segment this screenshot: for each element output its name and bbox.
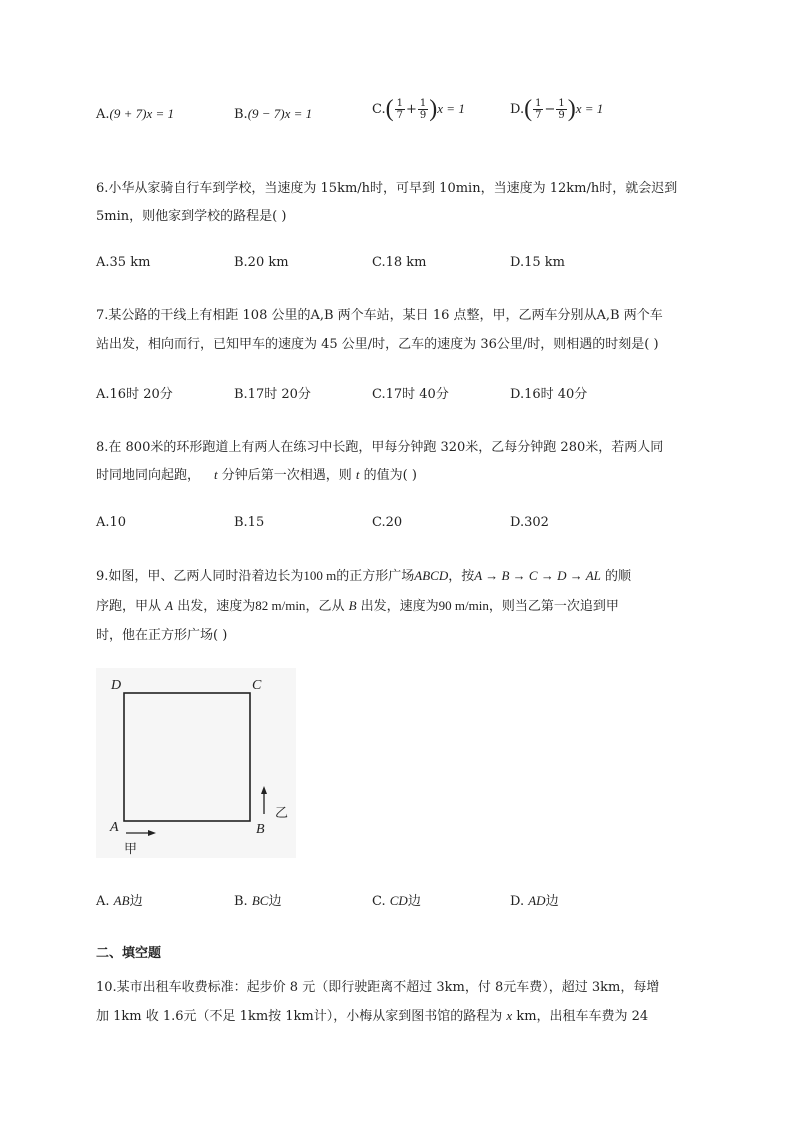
section-heading-fill-in: 二、填空题	[96, 946, 162, 961]
q8-option-c: C.20	[372, 515, 403, 530]
vertex-label-b: B	[256, 822, 265, 837]
arrow-yi-head	[261, 786, 267, 794]
q9-text-line3: 时，他在正方形广场( )	[96, 628, 228, 643]
q7-option-c: C.17时 40分	[372, 387, 449, 402]
label-yi: 乙	[275, 806, 289, 821]
q5-option-b: B.(9 − 7)x = 1	[234, 106, 313, 122]
q8-option-b: B.15	[234, 515, 265, 530]
q10-text-line2: 加 1km 收 1.6元（不足 1km按 1km计），小梅从家到图书馆的路程为 x km，出租车车费为 24	[96, 1008, 649, 1024]
q9-option-d: D. AD边	[510, 893, 559, 909]
arrow-jia-head	[148, 830, 156, 836]
vertex-label-c: C	[252, 678, 262, 693]
q8-option-a: A.10	[96, 515, 127, 530]
label-jia: 甲	[124, 842, 138, 857]
q5-option-a: A.(9 + 7)x = 1	[96, 106, 175, 122]
q9-option-a: A. AB边	[96, 893, 143, 909]
q8-option-d: D.302	[510, 515, 549, 530]
q7-option-d: D.16时 40分	[510, 387, 588, 402]
q9-text-line2: 序跑，甲从 A 出发，速度为82 m/min，乙从 B 出发，速度为90 m/min，则当乙第一次追到甲	[96, 598, 619, 614]
square-abcd	[124, 693, 250, 821]
q5-option-d: D.( $\frac{1}{7}$ − $\frac{1}{9}$ )x = 1	[510, 96, 604, 122]
square-figure	[96, 668, 296, 858]
q7-text-line2: 站出发，相向而行，已知甲车的速度为 45 公里/时，乙车的速度为 36公里/时，则相遇的时刻是( )	[96, 337, 659, 352]
q7-option-b: B.17时 20分	[234, 387, 311, 402]
q6-option-c: C.18 km	[372, 255, 427, 270]
q7-option-a: A.16时 20分	[96, 387, 173, 402]
q9-option-b: B. BC边	[234, 893, 282, 909]
q9-option-c: C. CD边	[372, 893, 421, 909]
vertex-label-d: D	[111, 678, 122, 693]
q9-text-line1: 9.如图，甲、乙两人同时沿着边长为100 m的正方形广场ABCD，按A → B → C → D → AL 的顺	[96, 568, 632, 584]
q6-option-a: A.35 km	[96, 255, 151, 270]
q8-text-line1: 8.在 800米的环形跑道上有两人在练习中长跑，甲每分钟跑 320米，乙每分钟跑 280米，若两人同	[96, 440, 664, 455]
q6-text-line2: 5min，则他家到学校的路程是( )	[96, 209, 287, 224]
q6-option-d: D.15 km	[510, 255, 565, 270]
vertex-label-a: A	[110, 820, 119, 835]
q5-option-c: C.( $\frac{1}{7}$ + $\frac{1}{9}$ )x = 1	[372, 96, 465, 122]
q7-text-line1: 7.某公路的干线上有相距 108 公里的A,B 两个车站，某日 16 点整，甲，乙两车分别从A,B 两个车	[96, 308, 663, 323]
q6-text-line1: 6.小华从家骑自行车到学校，当速度为 15km/h时，可早到 10min，当速度为 12km/h时，就会迟到	[96, 181, 678, 196]
q8-text-line2: 时同地同向起跑， t 分钟后第一次相遇，则 t 的值为( )	[96, 467, 417, 483]
q6-option-b: B.20 km	[234, 255, 289, 270]
q10-text-line1: 10.某市出租车收费标准：起步价 8 元（即行驶距离不超过 3km，付 8元车费），超过 3km，每增	[96, 980, 660, 995]
